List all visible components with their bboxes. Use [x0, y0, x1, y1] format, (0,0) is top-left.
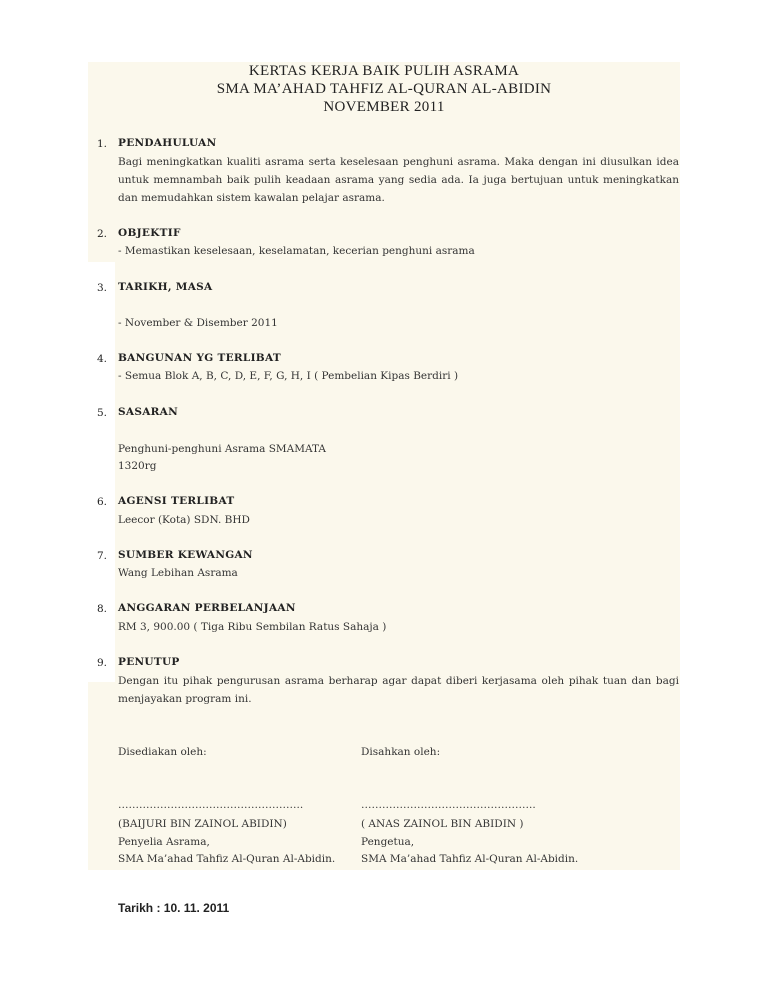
- section-body-extra: 1320rg: [118, 460, 157, 472]
- section-body: Wang Lebihan Asrama: [118, 567, 238, 579]
- section-body: Leecor (Kota) SDN. BHD: [118, 514, 250, 526]
- section-number: 5.: [97, 407, 108, 419]
- section-heading: AGENSI TERLIBAT: [118, 495, 235, 507]
- section-body: - Semua Blok A, B, C, D, E, F, G, H, I ( Pembelian Kipas Berdiri ): [118, 370, 459, 382]
- section-number: 4.: [97, 353, 108, 365]
- section-body: - November & Disember 2011: [118, 317, 278, 329]
- title-line-3: NOVEMBER 2011: [323, 99, 445, 115]
- prepared-by-org: SMA Ma’ahad Tahfiz Al-Quran Al-Abidin.: [118, 853, 336, 865]
- document-date: Tarikh : 10. 11. 2011: [118, 901, 230, 915]
- section-number: 2.: [97, 228, 108, 240]
- title-line-2: SMA MA’AHAD TAHFIZ AL-QURAN AL-ABIDIN: [216, 81, 552, 97]
- section-body: - Memastikan keselesaan, keselamatan, kecerian penghuni asrama: [118, 245, 475, 257]
- section-heading: SUMBER KEWANGAN: [118, 549, 253, 561]
- approved-by-signature-line: …………………………………………..: [361, 799, 536, 811]
- section-body: Bagi meningkatkan kualiti asrama serta keselesaan penghuni asrama. Maka dengan ini diusulkan idea untuk memnambah baik pulih keadaan asrama yang sedia ada. Ia juga bertujuan untuk meningkatkan dan memudahkan sistem kawalan pelajar asrama.: [118, 156, 679, 204]
- approved-by-position: Pengetua,: [361, 836, 415, 848]
- section-heading: PENUTUP: [118, 656, 180, 668]
- section-number: 9.: [97, 657, 108, 669]
- prepared-by-label: Disediakan oleh:: [118, 746, 207, 758]
- section-number: 6.: [97, 496, 108, 508]
- section-heading: TARIKH, MASA: [118, 281, 213, 293]
- section-number: 8.: [97, 603, 108, 615]
- section-number: 3.: [97, 282, 108, 294]
- prepared-by-name: (BAIJURI BIN ZAINOL ABIDIN): [118, 818, 287, 830]
- section-heading: PENDAHULUAN: [118, 137, 217, 149]
- title-line-1: KERTAS KERJA BAIK PULIH ASRAMA: [248, 63, 520, 79]
- prepared-by-signature-line: ……………………………………………..: [118, 799, 304, 811]
- approved-by-org: SMA Ma’ahad Tahfiz Al-Quran Al-Abidin.: [361, 853, 579, 865]
- section-number: 7.: [97, 550, 108, 562]
- section-number: 1.: [97, 138, 108, 150]
- approved-by-label: Disahkan oleh:: [361, 746, 441, 758]
- section-heading: ANGGARAN PERBELANJAAN: [118, 602, 296, 614]
- section-heading: BANGUNAN YG TERLIBAT: [118, 352, 281, 364]
- approved-by-name: ( ANAS ZAINOL BIN ABIDIN ): [361, 818, 524, 830]
- section-heading: SASARAN: [118, 406, 179, 418]
- section-body: Dengan itu pihak pengurusan asrama berharap agar dapat diberi kerjasama oleh pihak tuan dan bagi menjayakan program ini.: [118, 675, 679, 705]
- prepared-by-position: Penyelia Asrama,: [118, 836, 210, 848]
- section-body: RM 3, 900.00 ( Tiga Ribu Sembilan Ratus Sahaja ): [118, 621, 387, 633]
- section-heading: OBJEKTIF: [118, 227, 181, 239]
- section-body: Penghuni-penghuni Asrama SMAMATA: [118, 443, 326, 455]
